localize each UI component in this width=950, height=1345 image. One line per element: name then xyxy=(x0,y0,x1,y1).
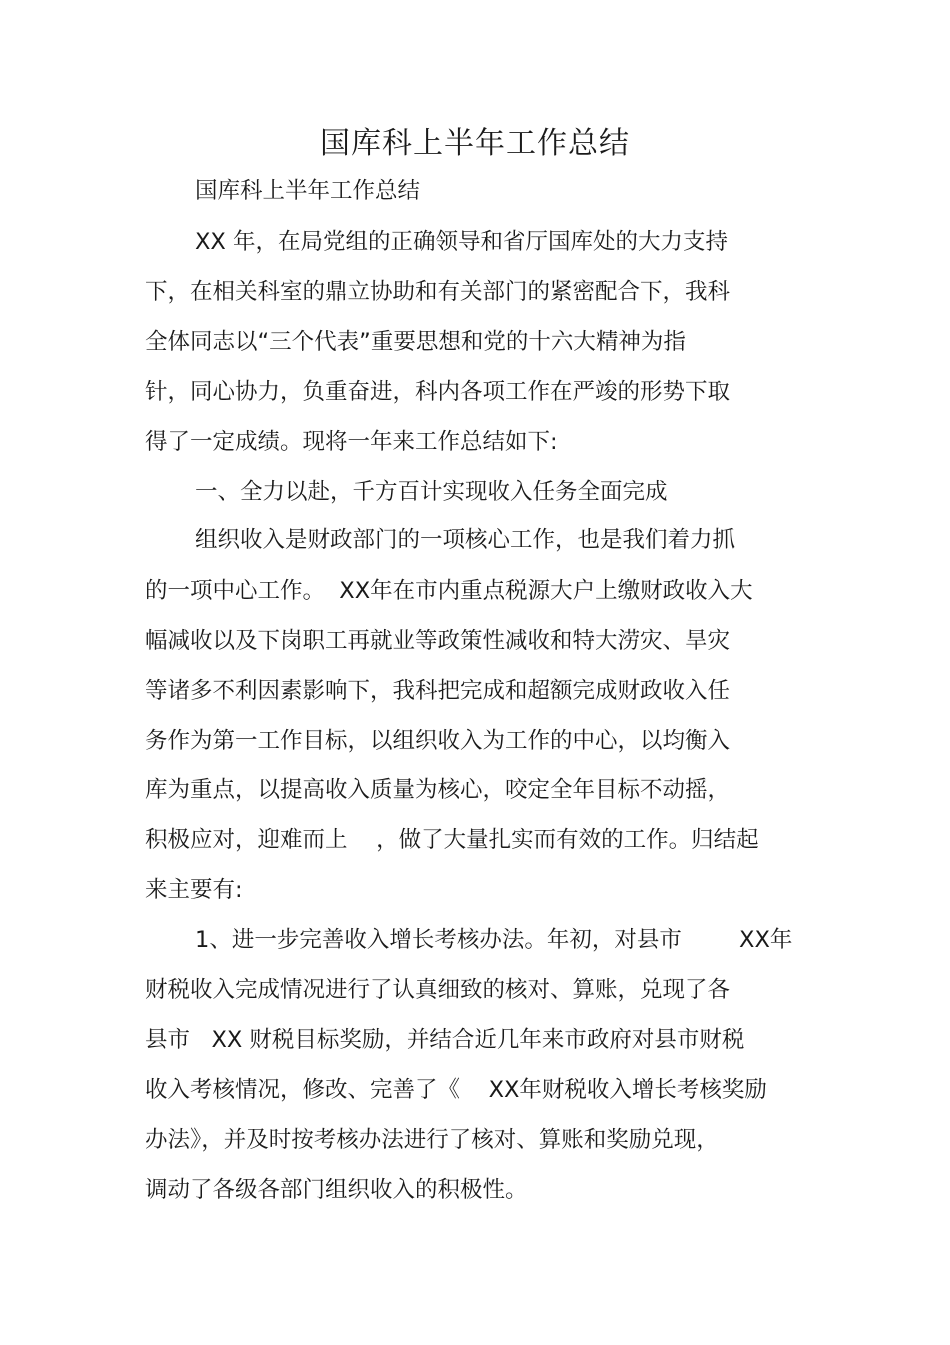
paragraph-line: 得了一定成绩。现将一年来工作总结如下: xyxy=(145,429,558,455)
paragraph-line: 组织收入是财政部门的一项核心工作，也是我们着力抓 xyxy=(195,527,736,553)
paragraph-line: XX 年，在局党组的正确领导和省厅国库处的大力支持 xyxy=(195,229,728,255)
paragraph-line: 收入考核情况，修改、完善了《 XX年财税收入增长考核奖励 xyxy=(145,1077,767,1103)
paragraph-line: 积极应对，迎难而上 ，做了大量扎实而有效的工作。归结起 xyxy=(145,827,759,853)
paragraph-line: 全体同志以“三个代表”重要思想和党的十六大精神为指 xyxy=(145,329,686,355)
paragraph-line: 办法》，并及时按考核办法进行了核对、算账和奖励兑现， xyxy=(145,1127,719,1153)
paragraph-line: 财税收入完成情况进行了认真细致的核对、算账，兑现了各 xyxy=(145,977,731,1003)
paragraph-line: 下，在相关科室的鼎立协助和有关部门的紧密配合下，我科 xyxy=(145,279,731,305)
paragraph-line: 幅减收以及下岗职工再就业等政策性减收和特大涝灾、旱灾 xyxy=(145,628,731,654)
paragraph-line: 县市 XX 财税目标奖励，并结合近几年来市政府对县市财税 xyxy=(145,1027,745,1053)
paragraph-line: 调动了各级各部门组织收入的积极性。 xyxy=(145,1177,528,1203)
paragraph-line: 务作为第一工作目标，以组织收入为工作的中心，以均衡入 xyxy=(145,728,731,754)
subtitle-line: 国库科上半年工作总结 xyxy=(195,178,421,204)
section-heading: 一、全力以赴，千方百计实现收入任务全面完成 xyxy=(195,479,668,505)
paragraph-line: 的一项中心工作。 XX年在市内重点税源大户上缴财政收入大 xyxy=(145,578,753,604)
paragraph-line: 等诸多不利因素影响下，我科把完成和超额完成财政收入任 xyxy=(145,678,731,704)
paragraph-line: 来主要有: xyxy=(145,877,243,903)
document-title: 国库科上半年工作总结 xyxy=(320,126,630,161)
paragraph-line: 针，同心协力，负重奋进，科内各项工作在严竣的形势下取 xyxy=(145,379,731,405)
paragraph-line: 1、进一步完善收入增长考核办法。年初，对县市 XX年 xyxy=(195,927,793,953)
paragraph-line: 库为重点，以提高收入质量为核心，咬定全年目标不动摇， xyxy=(145,777,731,803)
